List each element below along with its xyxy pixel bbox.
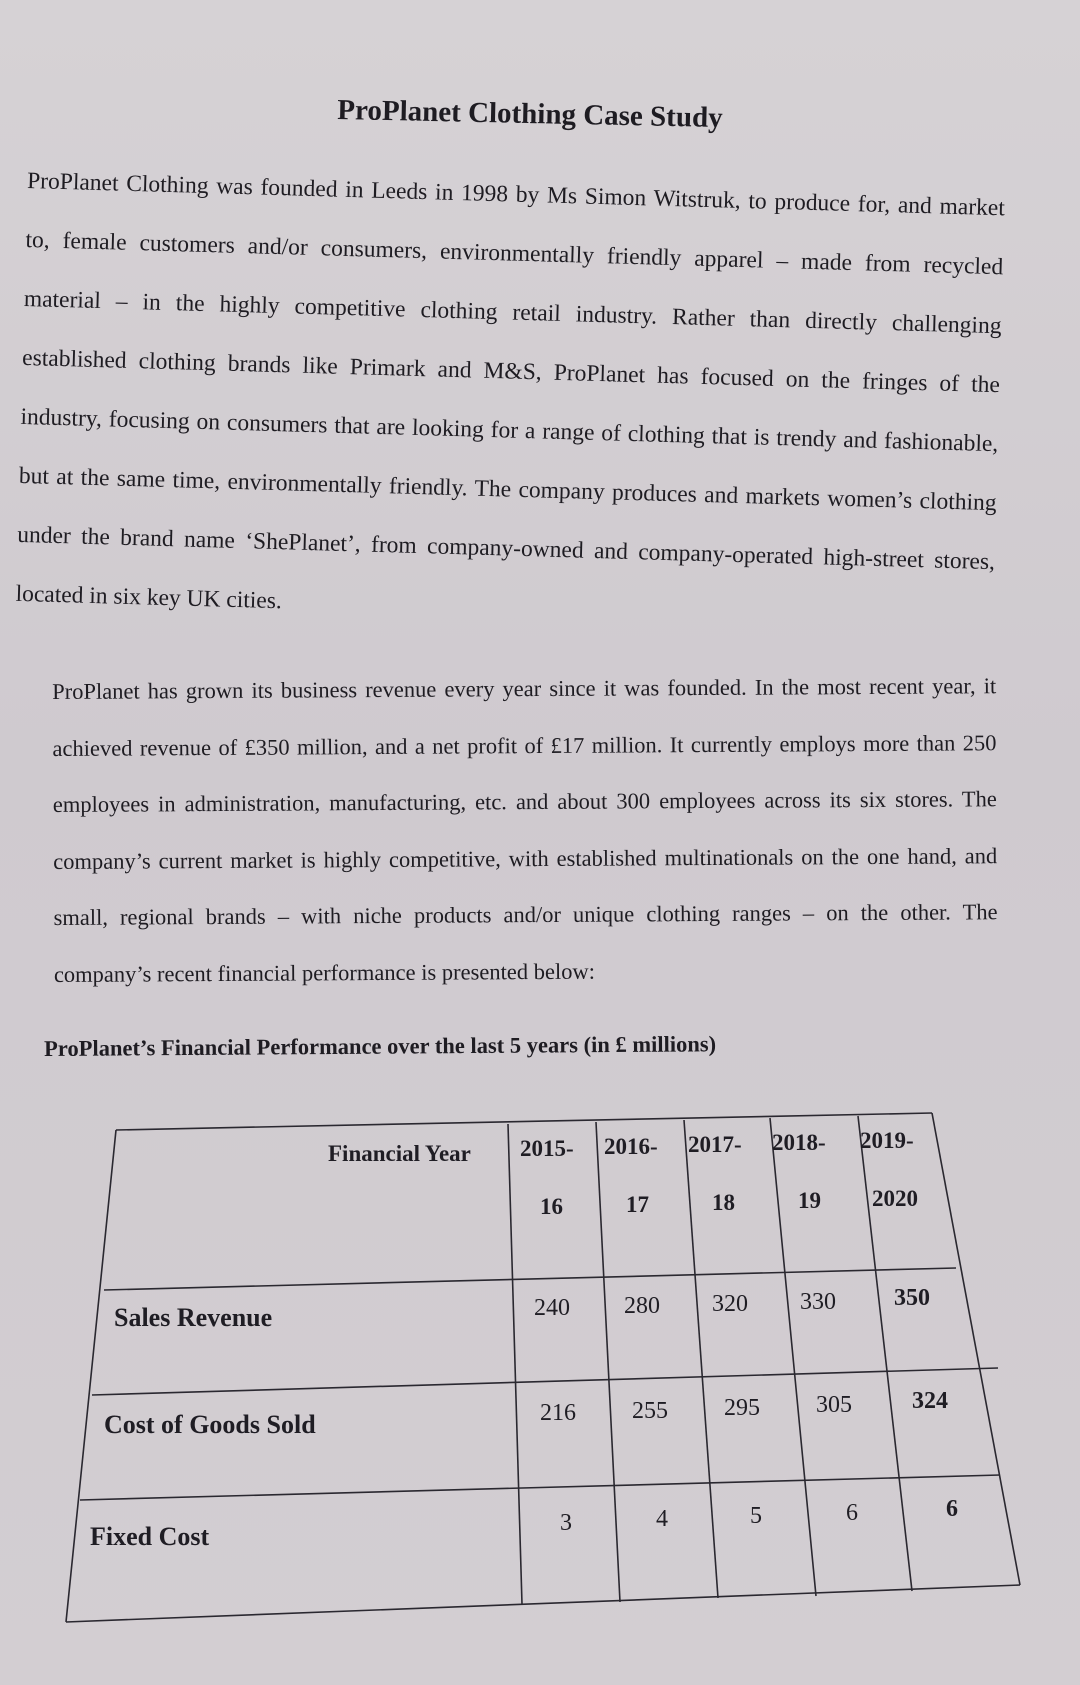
cogs-2019: 324 — [912, 1388, 948, 1414]
year-2017-line2: 18 — [712, 1190, 735, 1215]
table-title: ProPlanet’s Financial Performance over the last 5 years (in £ millions) — [44, 1031, 717, 1061]
year-2019-line1: 2019- — [860, 1128, 914, 1153]
cogs-2016: 255 — [632, 1398, 668, 1424]
year-2015-line1: 2015- — [520, 1136, 574, 1161]
fixed-cost-2018: 6 — [846, 1500, 858, 1526]
sales-revenue-2018: 330 — [800, 1289, 836, 1315]
document-title: ProPlanet Clothing Case Study — [337, 93, 723, 135]
table-header-label: Financial Year — [328, 1141, 471, 1166]
fixed-cost-2016: 4 — [656, 1506, 668, 1532]
table-border-top — [116, 1113, 932, 1130]
paragraph-company-overview: ProPlanet Clothing was founded in Leeds in 1998 by Ms Simon Witstruk, to produce for, and market to, female customers and/or consumers, environmentally friendly apparel – made from recycled material – in the highly competitive clothing retail industry. Rather than directly challenging established clothing brands like Primark and M&S, ProPlanet has focused on the fringes of the industry, focusing on consumers that are looking for a range of clothing that is trendy and fashionable, but at the same time, environmentally friendly. The company produces and markets women’s clothing under the brand name ‘ShePlanet’, from company-owned and company-operated high-street stores, located in six key UK cities. — [15, 167, 1006, 615]
table-border-bottom — [66, 1585, 1020, 1622]
table-rule-1 — [104, 1268, 956, 1290]
year-2018-line1: 2018- — [772, 1130, 826, 1155]
year-2016-line1: 2016- — [604, 1134, 658, 1159]
sales-revenue-2017: 320 — [712, 1291, 748, 1317]
fixed-cost-2015: 3 — [560, 1510, 572, 1536]
year-2019-line2: 2020 — [872, 1186, 918, 1211]
sales-revenue-2015: 240 — [534, 1295, 570, 1321]
table-rule-2 — [92, 1368, 998, 1395]
table-col-divider-1 — [508, 1124, 522, 1604]
cogs-2015: 216 — [540, 1400, 576, 1426]
row-label-cost-of-goods-sold: Cost of Goods Sold — [104, 1410, 316, 1439]
sales-revenue-2019: 350 — [894, 1285, 930, 1311]
year-2016-line2: 17 — [626, 1192, 649, 1217]
fixed-cost-2017: 5 — [750, 1503, 762, 1529]
row-label-sales-revenue: Sales Revenue — [114, 1303, 273, 1332]
paragraph-business-performance: ProPlanet has grown its business revenue every year since it was founded. In the most recent year, it achieved revenue of £350 million, and a net profit of £17 million. It currently employs more than 250 employees in administration, manufacturing, etc. and about 300 employees across its six stores. The company’s current market is highly competitive, with established multinationals on the one hand, and small, regional brands – with niche products and/or unique clothing ranges – on the other. The company’s recent financial performance is presented below: — [52, 673, 998, 987]
table-col-divider-2 — [596, 1122, 620, 1602]
cogs-2018: 305 — [816, 1392, 852, 1418]
year-2015-line2: 16 — [540, 1194, 563, 1219]
row-label-fixed-cost: Fixed Cost — [90, 1522, 210, 1551]
year-2018-line2: 19 — [798, 1188, 821, 1213]
year-2017-line1: 2017- — [688, 1132, 742, 1157]
fixed-cost-2019: 6 — [946, 1496, 958, 1522]
sales-revenue-2016: 280 — [624, 1293, 660, 1319]
table-rule-3 — [80, 1475, 1000, 1500]
cogs-2017: 295 — [724, 1395, 760, 1421]
